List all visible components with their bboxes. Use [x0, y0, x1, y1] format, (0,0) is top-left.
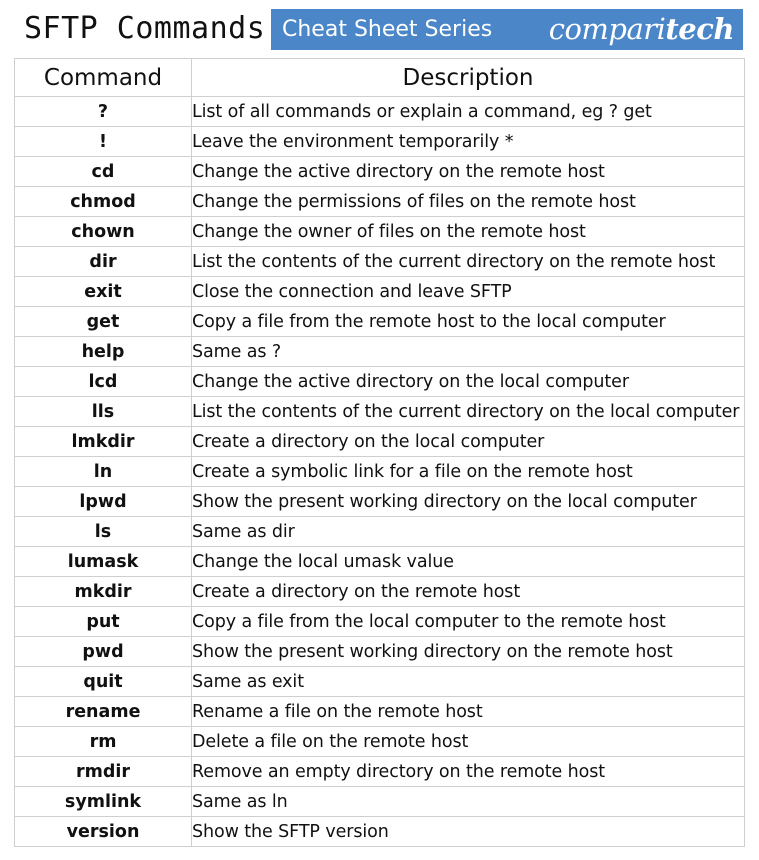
description-cell: Change the active directory on the local computer	[192, 367, 745, 397]
commands-table	[14, 58, 745, 847]
table-row	[15, 367, 745, 397]
table-row	[15, 817, 745, 847]
command-cell: ls	[15, 517, 192, 547]
description-cell: Same as ln	[192, 787, 745, 817]
table-row	[15, 97, 745, 127]
table-row	[15, 487, 745, 517]
series-banner	[271, 9, 743, 50]
command-cell: lls	[15, 397, 192, 427]
description-cell: Create a directory on the local computer	[192, 427, 745, 457]
description-cell: Create a directory on the remote host	[192, 577, 745, 607]
description-cell: Close the connection and leave SFTP	[192, 277, 745, 307]
description-cell: Show the present working directory on the local computer	[192, 487, 745, 517]
command-cell: ?	[15, 97, 192, 127]
description-cell: Show the present working directory on the remote host	[192, 637, 745, 667]
command-cell: chown	[15, 217, 192, 247]
table-row	[15, 787, 745, 817]
description-cell: Copy a file from the local computer to the remote host	[192, 607, 745, 637]
command-cell: cd	[15, 157, 192, 187]
table-row	[15, 697, 745, 727]
command-cell: chmod	[15, 187, 192, 217]
table-row	[15, 337, 745, 367]
description-cell: Create a symbolic link for a file on the remote host	[192, 457, 745, 487]
command-cell: lcd	[15, 367, 192, 397]
command-cell: lpwd	[15, 487, 192, 517]
table-row	[15, 277, 745, 307]
command-cell: rename	[15, 697, 192, 727]
command-cell: pwd	[15, 637, 192, 667]
description-cell: Change the permissions of files on the remote host	[192, 187, 745, 217]
table-row	[15, 127, 745, 157]
command-cell: version	[15, 817, 192, 847]
table-row	[15, 457, 745, 487]
description-cell: Same as dir	[192, 517, 745, 547]
table-row	[15, 637, 745, 667]
column-header-command: Command	[15, 59, 192, 97]
description-cell: Copy a file from the remote host to the local computer	[192, 307, 745, 337]
table-row	[15, 217, 745, 247]
page-title: SFTP Commands	[24, 11, 266, 46]
command-cell: ln	[15, 457, 192, 487]
table-row	[15, 757, 745, 787]
description-cell: Delete a file on the remote host	[192, 727, 745, 757]
table-row	[15, 577, 745, 607]
description-cell: Remove an empty directory on the remote host	[192, 757, 745, 787]
command-cell: !	[15, 127, 192, 157]
description-cell: List of all commands or explain a command, eg ? get	[192, 97, 745, 127]
table-row	[15, 157, 745, 187]
table-row	[15, 667, 745, 697]
table-row	[15, 307, 745, 337]
description-cell: Show the SFTP version	[192, 817, 745, 847]
command-cell: get	[15, 307, 192, 337]
brand-logo-prefix: compari	[548, 12, 666, 46]
description-cell: Rename a file on the remote host	[192, 697, 745, 727]
table-row	[15, 397, 745, 427]
description-cell: Change the owner of files on the remote host	[192, 217, 745, 247]
description-cell: Same as ?	[192, 337, 745, 367]
table-row	[15, 427, 745, 457]
banner-subtitle: Cheat Sheet Series	[282, 17, 493, 42]
command-cell: mkdir	[15, 577, 192, 607]
command-cell: rmdir	[15, 757, 192, 787]
command-cell: rm	[15, 727, 192, 757]
column-header-description: Description	[192, 59, 745, 97]
command-cell: exit	[15, 277, 192, 307]
brand-logo-suffix: tech	[665, 12, 734, 46]
table-row	[15, 247, 745, 277]
table-row	[15, 187, 745, 217]
description-cell: Leave the environment temporarily *	[192, 127, 745, 157]
table-header-row	[15, 59, 745, 97]
description-cell: Change the active directory on the remote host	[192, 157, 745, 187]
description-cell: Change the local umask value	[192, 547, 745, 577]
table-row	[15, 727, 745, 757]
command-cell: symlink	[15, 787, 192, 817]
table-row	[15, 607, 745, 637]
description-cell: List the contents of the current directory on the remote host	[192, 247, 745, 277]
command-cell: quit	[15, 667, 192, 697]
command-cell: lmkdir	[15, 427, 192, 457]
table-row	[15, 547, 745, 577]
command-cell: help	[15, 337, 192, 367]
command-cell: put	[15, 607, 192, 637]
command-cell: dir	[15, 247, 192, 277]
description-cell: List the contents of the current directory on the local computer	[192, 397, 745, 427]
command-cell: lumask	[15, 547, 192, 577]
table-row	[15, 517, 745, 547]
brand-logo	[549, 9, 734, 50]
description-cell: Same as exit	[192, 667, 745, 697]
